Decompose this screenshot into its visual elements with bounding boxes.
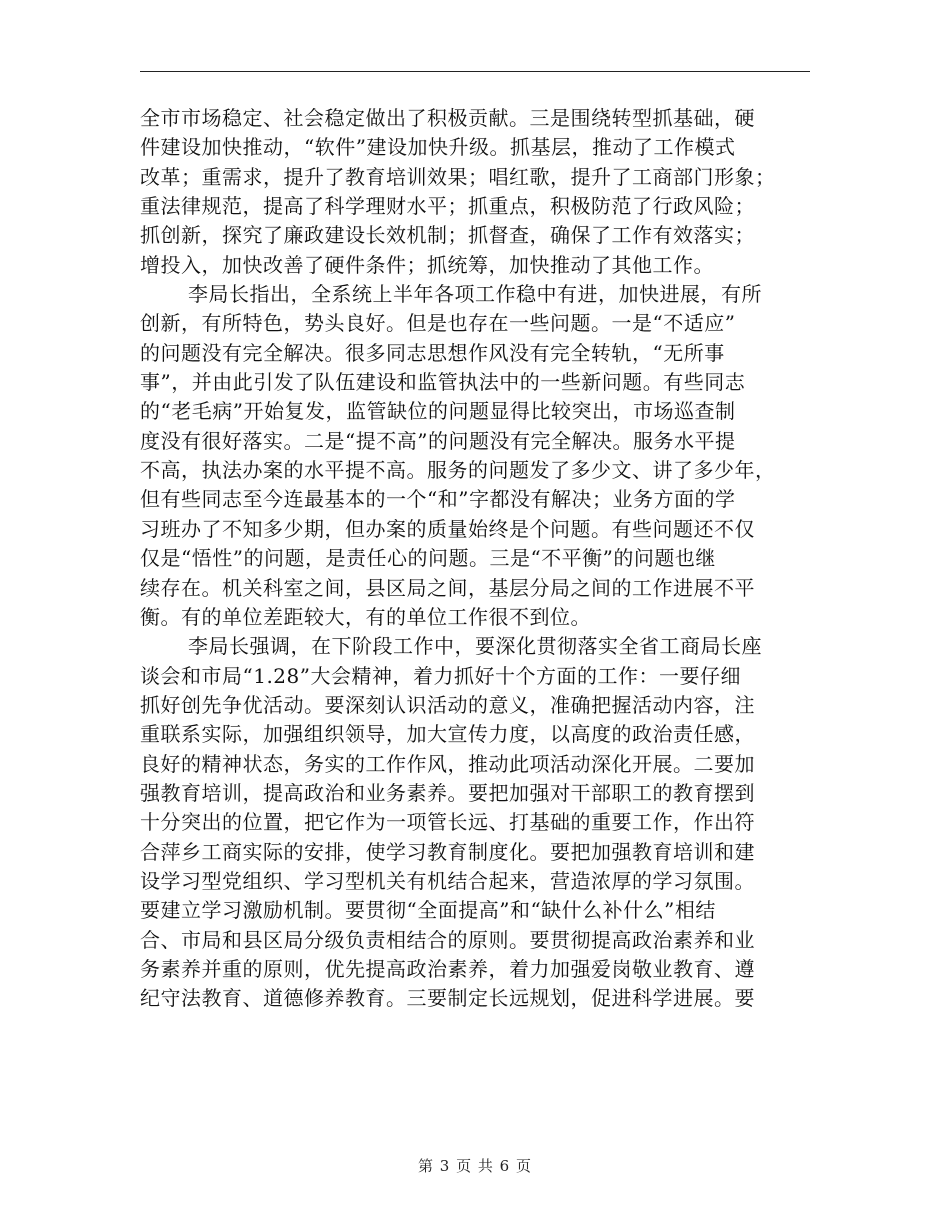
text-line: 合萍乡工商实际的安排，使学习教育制度化。要把加强教育培训和建 — [140, 839, 755, 864]
text-line: 续存在。机关科室之间，县区局之间，基层分局之间的工作进展不平 — [140, 575, 755, 600]
text-line: 习班办了不知多少期，但办案的质量始终是个问题。有些问题还不仅 — [140, 516, 755, 541]
text-line: 抓创新，探究了廉政建设长效机制；抓督查，确保了工作有效落实； — [140, 223, 755, 248]
text-line: 改革；重需求，提升了教育培训效果；唱红歌，提升了工商部门形象； — [140, 164, 776, 189]
text-line: 十分突出的位置，把它作为一项管长远、打基础的重要工作，作出符 — [140, 810, 755, 835]
text-line: 务素养并重的原则，优先提高政治素养，着力加强爱岗敬业教育、遵 — [140, 956, 755, 981]
paragraph-first-line: 李局长指出，全系统上半年各项工作稳中有进，加快进展，有所 — [188, 282, 762, 307]
text-line: 件建设加快推动，“软件”建设加快升级。抓基层，推动了工作模式 — [140, 135, 736, 160]
page-number-footer: 第 3 页 共 6 页 — [418, 1157, 532, 1175]
text-line: 增投入，加快改善了硬件条件；抓统筹，加快推动了其他工作。 — [140, 252, 714, 277]
text-line: 强教育培训，提高政治和业务素养。要把加强对干部职工的教育摆到 — [140, 780, 755, 805]
text-line: 要建立学习激励机制。要贯彻“全面提高”和“缺什么补什么”相结 — [140, 898, 716, 923]
text-line: 全市市场稳定、社会稳定做出了积极贡献。三是围绕转型抓基础，硬 — [140, 106, 755, 130]
text-line: 不高，执法办案的水平提不高。服务的问题发了多少文、讲了多少年， — [140, 458, 776, 483]
text-line: 衡。有的单位差距较大，有的单位工作很不到位。 — [140, 604, 591, 629]
text-line: 重联系实际，加强组织领导，加大宣传力度，以高度的政治责任感， — [140, 722, 755, 747]
paragraph-first-line: 李局长强调，在下阶段工作中，要深化贯彻落实全省工商局长座 — [188, 634, 762, 659]
text-line: 度没有很好落实。二是“提不高”的问题没有完全解决。服务水平提 — [140, 428, 736, 453]
text-line: 良好的精神状态，务实的工作作风，推动此项活动深化开展。二要加 — [140, 751, 755, 776]
text-line: 仅是“悟性”的问题，是责任心的问题。三是“不平衡”的问题也继 — [140, 546, 716, 571]
text-line: 纪守法教育、道德修养教育。三要制定长远规划，促进科学进展。要 — [140, 986, 755, 1011]
text-line: 重法律规范，提高了科学理财水平；抓重点，积极防范了行政风险； — [140, 194, 755, 219]
header-rule — [140, 71, 810, 72]
document-body — [140, 104, 810, 1014]
text-line: 的“老毛病”开始复发，监管缺位的问题显得比较突出，市场巡查制 — [140, 399, 736, 424]
text-line: 但有些同志至今连最基本的一个“和”字都没有解决；业务方面的学 — [140, 487, 736, 512]
text-line: 创新，有所特色，势头良好。但是也存在一些问题。一是“不适应” — [140, 311, 736, 336]
text-line: 事”，并由此引发了队伍建设和监管执法中的一些新问题。有些同志 — [140, 370, 746, 395]
text-line: 的问题没有完全解决。很多同志思想作风没有完全转轨，“无所事 — [140, 340, 725, 365]
text-line: 谈会和市局“1.28”大会精神，着力抓好十个方面的工作：一要仔细 — [140, 663, 741, 688]
text-line: 抓好创先争优活动。要深刻认识活动的意义，准确把握活动内容，注 — [140, 692, 755, 717]
text-line: 设学习型党组织、学习型机关有机结合起来，营造浓厚的学习氛围。 — [140, 868, 755, 893]
text-line: 合、市局和县区局分级负责相结合的原则。要贯彻提高政治素养和业 — [140, 927, 755, 952]
